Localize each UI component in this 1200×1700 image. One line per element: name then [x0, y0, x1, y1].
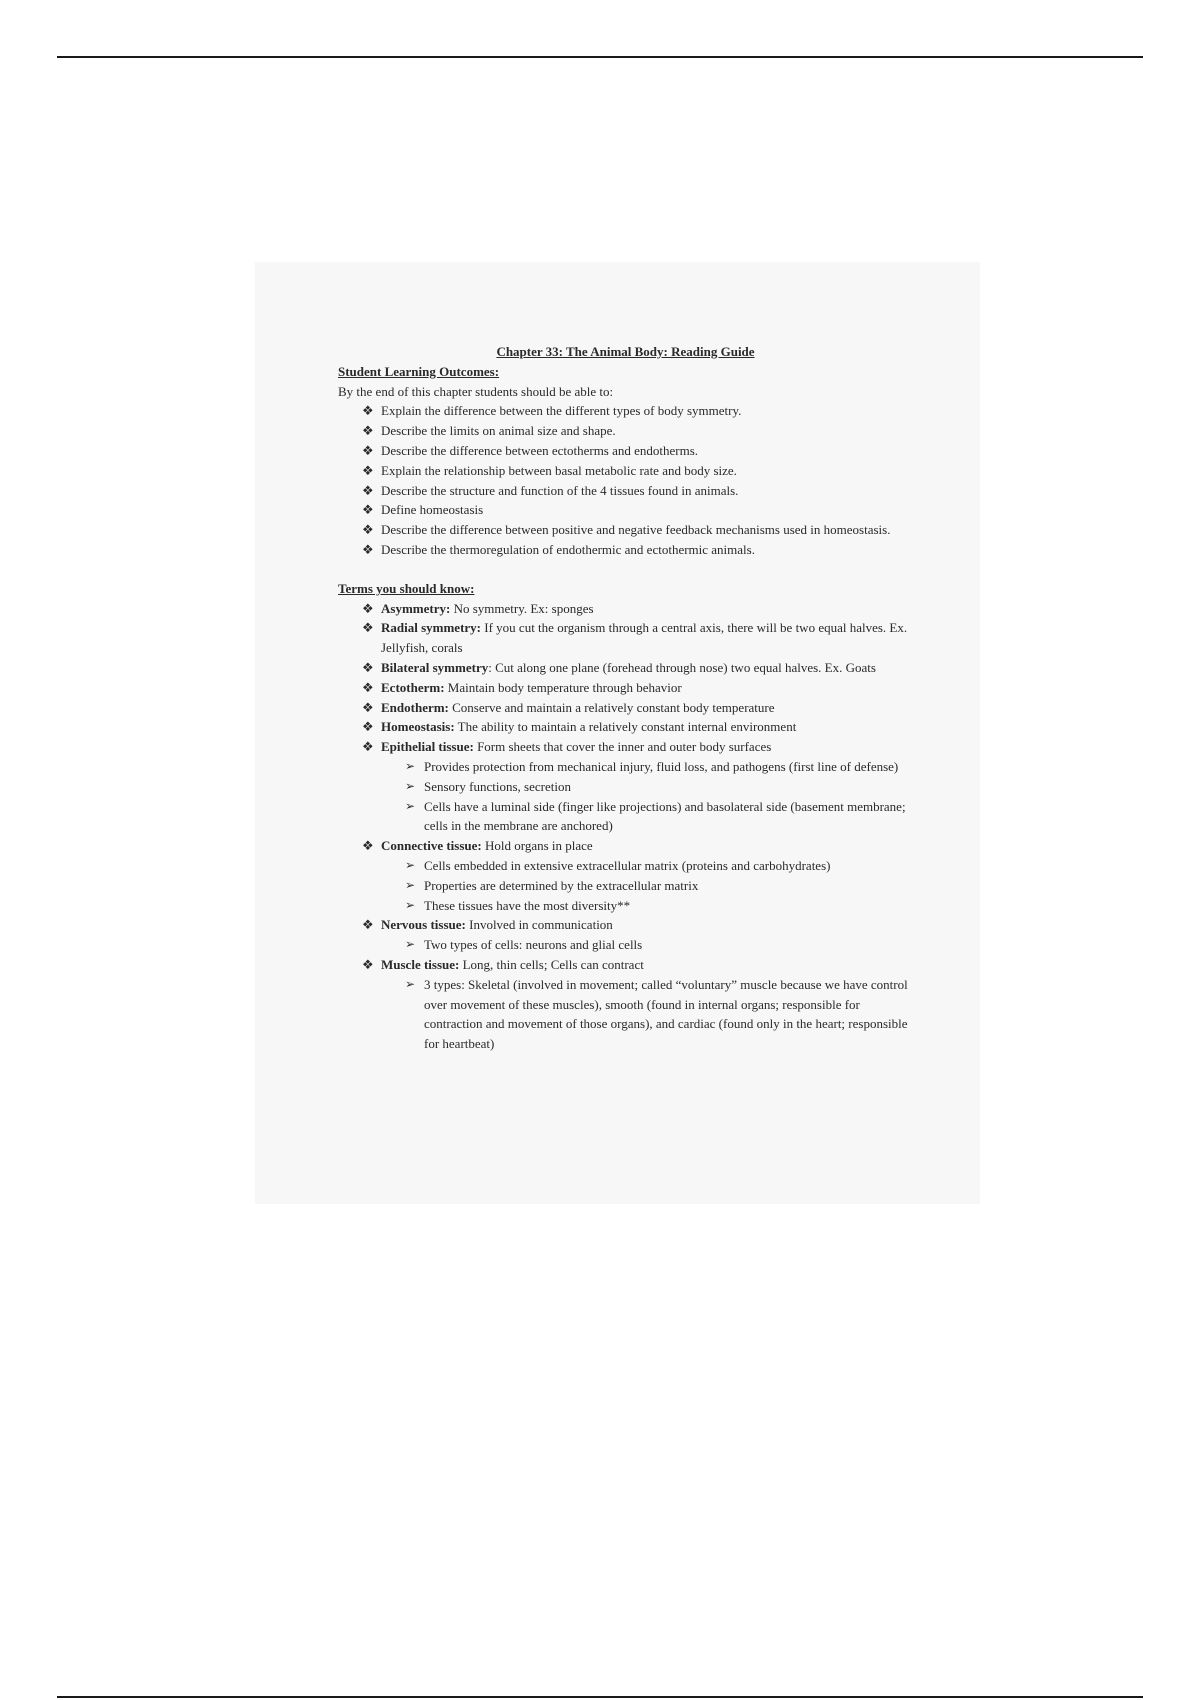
term-name: Nervous tissue:: [381, 917, 466, 933]
terms-list: [338, 599, 913, 1054]
term-name: Muscle tissue:: [381, 956, 460, 972]
outcome-item: [338, 540, 913, 560]
diamond-bullet-icon: ❖: [362, 917, 374, 933]
term-definition: Form sheets that cover the inner and outer body surfaces: [473, 739, 772, 755]
terms-heading: Terms you should know:: [338, 580, 475, 596]
diamond-bullet-icon: ❖: [362, 679, 374, 695]
sub-item-text: Two types of cells: neurons and glial cells: [424, 937, 643, 953]
diamond-bullet-icon: ❖: [362, 541, 374, 557]
term-item: [338, 658, 913, 678]
document-title: Chapter 33: The Animal Body: Reading Guide: [496, 344, 755, 359]
term-name: Connective tissue:: [381, 838, 482, 854]
term-name: Endotherm:: [381, 699, 449, 715]
arrow-bullet-icon: ➢: [405, 937, 416, 952]
sub-item: [381, 797, 913, 837]
outcome-text: Describe the difference between ectotherms and endotherms.: [381, 442, 699, 458]
outcomes-list: [338, 401, 913, 559]
diamond-bullet-icon: ❖: [362, 739, 374, 755]
diamond-bullet-icon: ❖: [362, 442, 374, 458]
diamond-bullet-icon: ❖: [362, 423, 374, 439]
diamond-bullet-icon: ❖: [362, 522, 374, 538]
term-definition: Maintain body temperature through behavior: [444, 679, 682, 695]
term-item: [338, 737, 913, 836]
sub-item: [381, 757, 913, 777]
outcome-item: [338, 401, 913, 421]
outcome-text: Describe the limits on animal size and shape.: [381, 423, 616, 439]
outcome-text: Explain the relationship between basal metabolic rate and body size.: [381, 462, 737, 478]
term-sublist: [381, 975, 913, 1054]
arrow-bullet-icon: ➢: [405, 976, 416, 991]
diamond-bullet-icon: ❖: [362, 600, 374, 616]
term-item: [338, 678, 913, 698]
bottom-rule: [57, 1696, 1143, 1698]
diamond-bullet-icon: ❖: [362, 482, 374, 498]
outcome-text: Describe the difference between positive and negative feedback mechanisms used in homeostasis.: [381, 522, 891, 538]
outcome-text: Describe the thermoregulation of endothermic and ectothermic animals.: [381, 541, 755, 557]
term-definition: Long, thin cells; Cells can contract: [459, 956, 644, 972]
sub-item-text: These tissues have the most diversity**: [424, 897, 631, 913]
term-item: [338, 955, 913, 1054]
term-name: Radial symmetry:: [381, 620, 482, 636]
diamond-bullet-icon: ❖: [362, 956, 374, 972]
term-item: [338, 599, 913, 619]
outcome-text: Describe the structure and function of the 4 tissues found in animals.: [381, 482, 739, 498]
term-item: [338, 915, 913, 955]
term-name: Epithelial tissue:: [381, 739, 474, 755]
term-definition: Hold organs in place: [481, 838, 593, 854]
sub-item: [381, 896, 913, 916]
term-definition: The ability to maintain a relatively constant internal environment: [454, 719, 797, 735]
outcome-text: Explain the difference between the different types of body symmetry.: [381, 403, 742, 419]
document-content: [338, 342, 913, 1054]
outcome-item: [338, 461, 913, 481]
diamond-bullet-icon: ❖: [362, 719, 374, 735]
term-name: Ectotherm:: [381, 679, 445, 695]
term-item: [338, 836, 913, 915]
term-definition: Conserve and maintain a relatively constant body temperature: [448, 699, 775, 715]
outcome-item: [338, 441, 913, 461]
arrow-bullet-icon: ➢: [405, 798, 416, 813]
sub-item: [381, 777, 913, 797]
diamond-bullet-icon: ❖: [362, 659, 374, 675]
term-item: [338, 698, 913, 718]
term-definition: No symmetry. Ex: sponges: [450, 600, 594, 616]
outcome-item: [338, 421, 913, 441]
outcome-item: [338, 500, 913, 520]
diamond-bullet-icon: ❖: [362, 838, 374, 854]
term-name: Homeostasis:: [381, 719, 455, 735]
term-definition: : Cut along one plane (forehead through nose) two equal halves. Ex. Goats: [488, 659, 876, 675]
diamond-bullet-icon: ❖: [362, 403, 374, 419]
sub-item: [381, 876, 913, 896]
sub-item-text: Cells have a luminal side (finger like projections) and basolateral side (basement membrane; cells in the membrane are anchored): [424, 798, 906, 834]
diamond-bullet-icon: ❖: [362, 620, 374, 636]
term-sublist: [381, 757, 913, 836]
outcomes-intro: By the end of this chapter students should be able to:: [338, 383, 614, 399]
outcome-item: [338, 481, 913, 501]
sub-item-text: Sensory functions, secretion: [424, 778, 571, 794]
term-item: [338, 618, 913, 658]
outcome-text: Define homeostasis: [381, 502, 484, 518]
sub-item-text: Cells embedded in extensive extracellular matrix (proteins and carbohydrates): [424, 857, 831, 873]
arrow-bullet-icon: ➢: [405, 897, 416, 912]
term-definition: Involved in communication: [465, 917, 613, 933]
arrow-bullet-icon: ➢: [405, 778, 416, 793]
arrow-bullet-icon: ➢: [405, 857, 416, 872]
sub-item: [381, 975, 913, 1054]
diamond-bullet-icon: ❖: [362, 462, 374, 478]
term-definition: If you cut the organism through a central axis, there will be two equal halves. Ex. Jellyfish, corals: [381, 620, 908, 656]
sub-item-text: Provides protection from mechanical injury, fluid loss, and pathogens (first line of defense): [424, 758, 899, 774]
term-sublist: [381, 935, 913, 955]
top-rule: [57, 56, 1143, 58]
term-sublist: [381, 856, 913, 915]
term-name: Asymmetry:: [381, 600, 451, 616]
outcome-item: [338, 520, 913, 540]
sub-item-text: Properties are determined by the extracellular matrix: [424, 877, 699, 893]
term-item: [338, 717, 913, 737]
sub-item-text: 3 types: Skeletal (involved in movement; called “voluntary” muscle because we have control over movement of these muscles), smooth (found in internal organs; responsible for contraction and movement of those organs), and cardiac (found only in the heart; responsible for heartbeat): [424, 976, 908, 1052]
sub-item: [381, 935, 913, 955]
outcomes-heading: Student Learning Outcomes:: [338, 363, 500, 379]
term-name: Bilateral symmetry: [381, 659, 489, 675]
sub-item: [381, 856, 913, 876]
diamond-bullet-icon: ❖: [362, 502, 374, 518]
arrow-bullet-icon: ➢: [405, 758, 416, 773]
diamond-bullet-icon: ❖: [362, 699, 374, 715]
arrow-bullet-icon: ➢: [405, 877, 416, 892]
